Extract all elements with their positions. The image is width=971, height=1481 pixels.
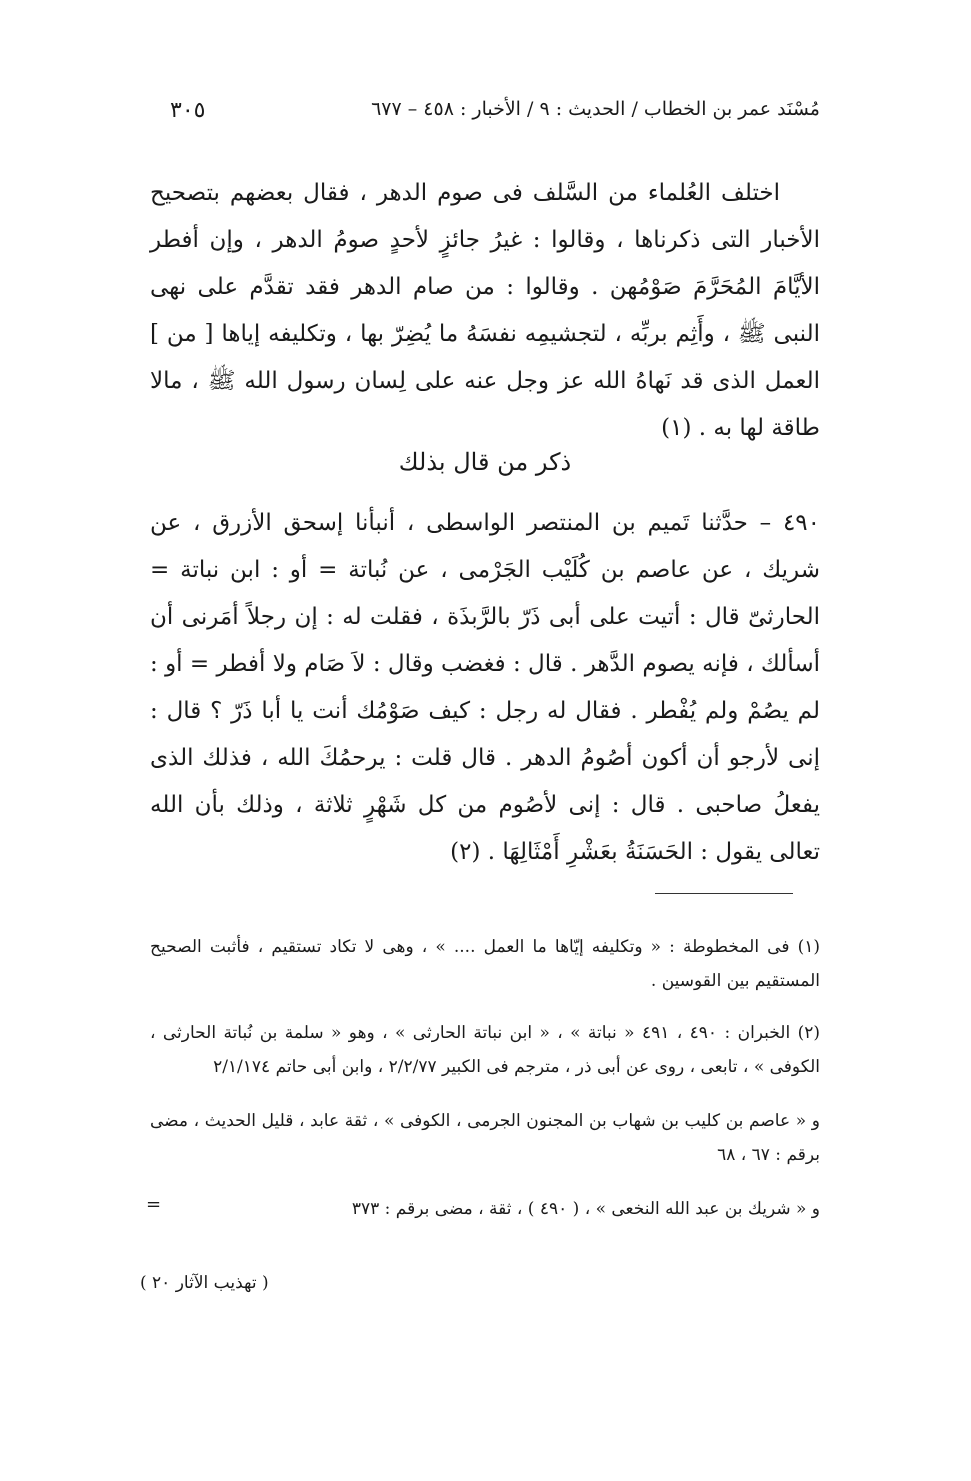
continuation-mark: = (146, 1194, 162, 1215)
signature-mark: ( تهذيب الآثار ٢٠ ) (140, 1273, 269, 1293)
page-header (160, 98, 820, 138)
body-paragraph-2 (150, 500, 820, 876)
paragraph-text: ٤٩٠ – حدَّثنا تَميم بن المنتصر الواسطى ، أنبأنا إسحق الأزرق ، عن شريك ، عن عاصم بن كُلَيْب الجَرْمى ، عن نُباتة = أو : ابن نباتة = الحارثىّ قال : أتيت على أبى ذَرّ بالرَّبذَة ، فقلت له : إن رجلاً أمَرنى أن أسألك ، فإنه يصوم الدَّهر . قال : فغضب وقال : لاَ صَام ولا أفطر = أو : لم يصُمْ ولم يُفْطر . فقال له رجل : كيف صَوْمُك أنت يا أبا ذَرّ ؟ قال : إنى لأرجو أن أكون أصُومُ الدهر . قال قلت : يرحمُكَ الله ، فذلك الذى يفعلُ صاحبى . قال : إنى لأصُوم من كل شَهْرٍ ثلاثة ، وذلك بأن الله تعالى يقول : الحَسَنَةُ بعَشْرِ أَمْثَالِهَا . (٢) (150, 510, 820, 865)
footnote-2 (150, 1016, 820, 1084)
footnote-1 (150, 930, 820, 998)
footnote-text: (١) فى المخطوطة : « وتكليفه إيّاها ما العمل .... » ، وهى لا تكاد تستقيم ، فأثبت الصحيح المستقيم بين القوسين . (150, 937, 820, 991)
footnote-divider (655, 893, 793, 894)
page-number: ٣٠٥ (170, 98, 206, 123)
footnote-2-continued-a (150, 1104, 820, 1172)
footnote-text: و « شريك بن عبد الله النخعى » ، ( ٤٩٠ ) ، ثقة ، مضى برقم : ٣٧٣ (351, 1199, 820, 1219)
body-paragraph-1 (150, 170, 820, 452)
footnote-2-continued-b (150, 1192, 820, 1226)
running-title: مُسْنَد عمر بن الخطاب / الحديث : ٩ / الأخبار : ٤٥٨ – ٦٧٧ (371, 98, 820, 120)
paragraph-text: اختلف العُلماء من السَّلف فى صوم الدهر ، فقال بعضهم بتصحيح الأخبار التى ذكرناها ، وقالوا : غيرُ جائزٍ لأحدٍ صومُ الدهر ، وإن أفطر الأيَّامَ المُحَرَّمَ صَوْمُهن . وقالوا : من صام الدهر فقد تقدَّم على نهى النبى ﷺ ، وأَثِم بربِّه ، لتجشيمِه نفسَهُ ما يُضِرّ بها ، وتكليفه إياها [ من ] العمل الذى قد نَهاهُ الله عز وجل عنه على لِسان رسول الله ﷺ ، مالا طاقة لها به . (١) (150, 180, 820, 441)
footnote-text: و « عاصم بن كليب بن شهاب بن المجنون الجرمى ، الكوفى » ، ثقة عابد ، قليل الحديث ، مضى برقم : ٦٧ ، ٦٨ (150, 1111, 820, 1165)
footnote-text: (٢) الخبران : ٤٩٠ ، ٤٩١ « نباتة » ، « ابن نباتة الحارثى » ، وهو « سلمة بن نُباتة الحارثى ، الكوفى » ، تابعى ، روى عن أبى ذر ، مترجم فى الكبير ٢/٢/٧٧ ، وابن أبى حاتم ٢/١/١٧٤ (150, 1023, 820, 1077)
section-heading: ذكر من قال بذلك (398, 448, 572, 476)
